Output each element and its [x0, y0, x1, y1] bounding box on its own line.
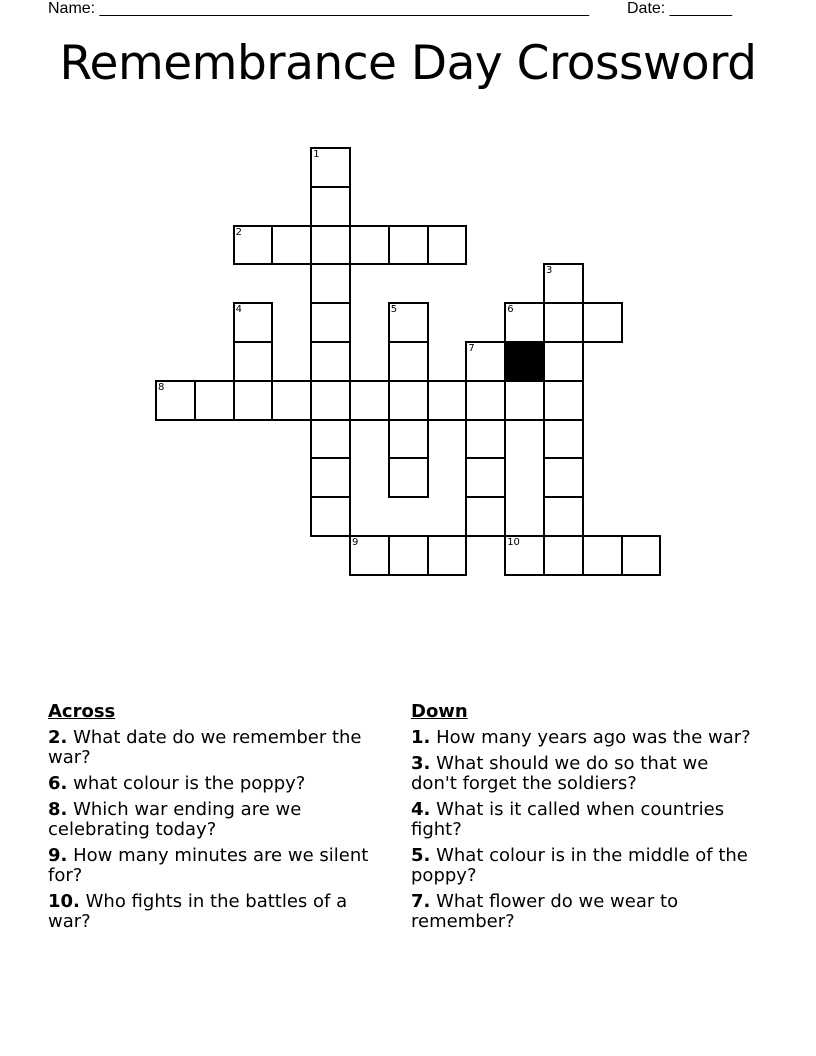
clue-number: 5	[390, 304, 398, 316]
clue-down-1: 1. How many years ago was the war?	[411, 727, 751, 748]
clue-across-10: 10. Who fights in the battles of a war?	[48, 891, 348, 932]
clue-across-2: 2. What date do we remember the war?	[48, 727, 362, 768]
grid-cell[interactable]	[310, 380, 351, 421]
grid-cell[interactable]	[155, 380, 196, 421]
grid-cell[interactable]	[233, 380, 274, 421]
clue-down-5: 5. What colour is in the middle of the poppy?	[411, 845, 748, 886]
across-heading: Across	[48, 701, 116, 722]
grid-cell[interactable]	[233, 225, 274, 266]
grid-cell[interactable]	[427, 225, 468, 266]
grid-cell[interactable]	[310, 457, 351, 498]
grid-cell[interactable]	[349, 380, 390, 421]
grid-cell[interactable]	[388, 341, 429, 382]
grid-cell[interactable]	[388, 302, 429, 343]
grid-cell[interactable]	[543, 535, 584, 576]
grid-cell[interactable]	[543, 380, 584, 421]
grid-cell[interactable]	[233, 302, 274, 343]
down-heading: Down	[411, 701, 468, 722]
down-clues	[411, 702, 756, 938]
grid-cell[interactable]	[582, 302, 623, 343]
grid-cell[interactable]	[465, 496, 506, 537]
page-title: Remembrance Day Crossword	[59, 36, 757, 91]
grid-cell[interactable]	[388, 225, 429, 266]
clue-across-9: 9. How many minutes are we silent for?	[48, 845, 369, 886]
grid-cell[interactable]	[427, 380, 468, 421]
clue-down-7: 7. What flower do we wear to remember?	[411, 891, 679, 932]
clue-number: 2	[235, 226, 242, 238]
grid-cell[interactable]	[310, 341, 351, 382]
grid-cell[interactable]	[543, 457, 584, 498]
grid-cell[interactable]	[388, 380, 429, 421]
grid-cell[interactable]	[310, 186, 351, 227]
name-field[interactable]: Name: _______________________________________________________	[48, 0, 589, 17]
black-cell	[504, 341, 545, 382]
grid-cell[interactable]	[310, 263, 351, 304]
grid-cell[interactable]	[427, 535, 468, 576]
clue-across-6: 6. what colour is the poppy?	[48, 773, 306, 794]
crossword-grid	[156, 148, 676, 588]
grid-cell[interactable]	[543, 419, 584, 460]
clue-number: 8	[158, 381, 165, 393]
clue-number: 1	[313, 149, 320, 160]
grid-cell[interactable]	[233, 341, 274, 382]
clue-number: 6	[507, 304, 514, 316]
clue-number: 9	[352, 537, 359, 548]
clue-down-3: 3. What should we do so that we don't forget the soldiers?	[411, 753, 709, 794]
grid-cell[interactable]	[465, 457, 506, 498]
clue-number: 3	[546, 265, 553, 277]
grid-cell[interactable]	[271, 380, 312, 421]
grid-cell[interactable]	[465, 419, 506, 460]
grid-cell[interactable]	[349, 225, 390, 266]
grid-cell[interactable]	[543, 496, 584, 537]
grid-cell[interactable]	[271, 225, 312, 266]
grid-cell[interactable]	[388, 457, 429, 498]
grid-cell[interactable]	[465, 341, 506, 382]
grid-cell[interactable]	[194, 380, 235, 421]
grid-cell[interactable]	[504, 380, 545, 421]
clue-number: 7	[468, 343, 475, 354]
across-clues	[48, 702, 393, 938]
grid-cell[interactable]	[310, 302, 351, 343]
grid-cell[interactable]	[349, 535, 390, 576]
date-field[interactable]: Date: _______	[627, 0, 732, 17]
grid-cell[interactable]	[543, 302, 584, 343]
clue-number: 4	[235, 304, 242, 316]
grid-cell[interactable]	[310, 419, 351, 460]
grid-cell[interactable]	[388, 419, 429, 460]
clue-number: 10	[507, 537, 520, 548]
grid-cell[interactable]	[310, 225, 351, 266]
clue-across-8: 8. Which war ending are we celebrating today?	[48, 799, 302, 840]
grid-cell[interactable]	[621, 535, 662, 576]
grid-cell[interactable]	[388, 535, 429, 576]
clue-down-4: 4. What is it called when countries fight?	[411, 799, 725, 840]
grid-cell[interactable]	[582, 535, 623, 576]
grid-cell[interactable]	[465, 380, 506, 421]
grid-cell[interactable]	[543, 263, 584, 304]
grid-cell[interactable]	[310, 147, 351, 188]
grid-cell[interactable]	[310, 496, 351, 537]
grid-cell[interactable]	[504, 535, 545, 576]
grid-cell[interactable]	[543, 341, 584, 382]
grid-cell[interactable]	[504, 302, 545, 343]
